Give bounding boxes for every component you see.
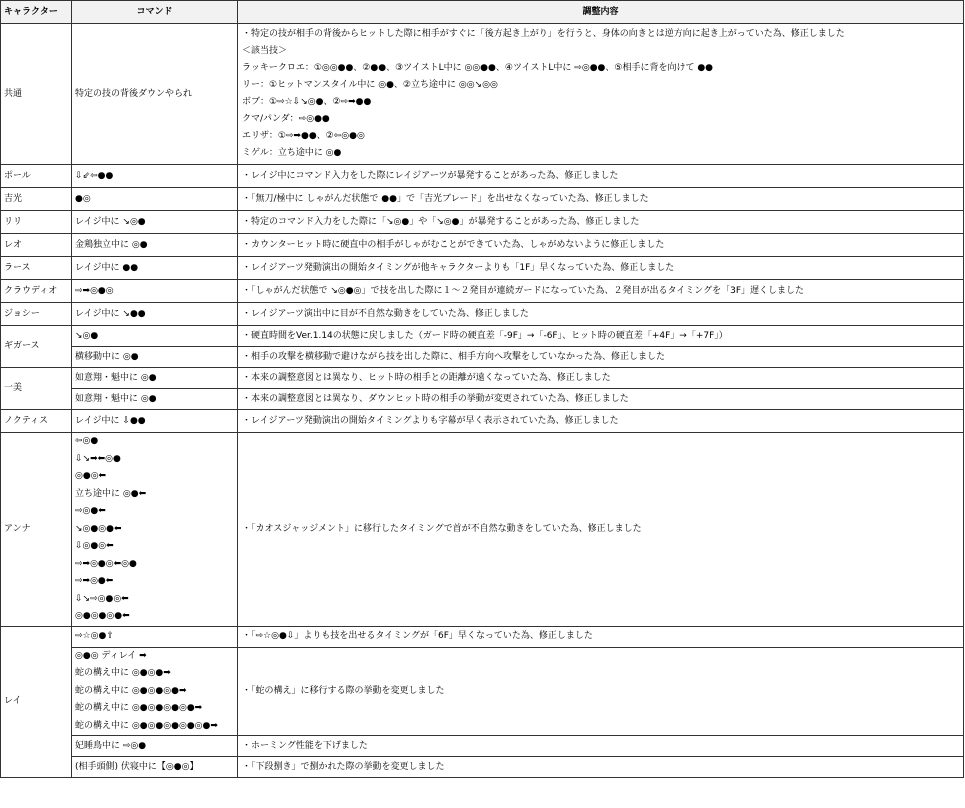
content-cell: ・カウンターヒット時に硬直中の相手がしゃがむことができていた為、しゃがめないように修正しました [238,234,964,257]
command-cell: ⇨➡◎●◎ [72,280,238,303]
command-cell: レイジ中に ↘●● [72,303,238,326]
character-cell: ギガース [1,326,72,368]
content-cell: ・特定のコマンド入力をした際に「↘◎●」や「↘◎●」が暴発することがあった為、修正しました [238,211,964,234]
table-row [1,410,964,433]
table-row [1,303,964,326]
command-line: 蛇の構え中に ◎●◎●➡ [75,668,171,678]
command-cell: ↘◎● [72,326,238,347]
table-row [1,24,964,165]
character-cell: レオ [1,234,72,257]
command-cell: 横移動中に ◎● [72,347,238,368]
table-row [1,389,964,410]
character-cell: ノクティス [1,410,72,433]
content-line: クマ/パンダ：⇨◎●● [242,114,330,124]
header-content: 調整内容 [238,1,964,24]
command-cell [72,647,238,736]
content-line: ボブ：①⇨☆⇩↘◎●、②⇨➡●● [242,97,372,107]
character-cell: ジョシー [1,303,72,326]
command-cell: 妃睡鳥中に ⇨◎● [72,736,238,757]
content-cell: ・「しゃがんだ状態で ↘◎●◎」で技を出した際に１～２発目が連続ガードになっていた為、２発目が出るタイミングを「3F」遅くしました [238,280,964,303]
command-line: ◎●◎⬅ [75,471,107,481]
command-cell: レイジ中に ●● [72,257,238,280]
content-cell: ・レイジアーツ演出中に目が不自然な動きをしていた為、修正しました [238,303,964,326]
command-cell: ●◎ [72,188,238,211]
table-row [1,211,964,234]
command-cell: ⇨☆◎●⇧ [72,626,238,647]
table-row [1,347,964,368]
header-command: コマンド [72,1,238,24]
character-cell: 共通 [1,24,72,165]
content-cell [238,24,964,165]
content-cell: ・レイジアーツ発動演出の開始タイミングよりも字幕が早く表示されていた為、修正しました [238,410,964,433]
header-character: キャラクター [1,1,72,24]
command-line: ◎●◎ ディレイ ➡ [75,650,147,661]
content-line: ＜該当技＞ [242,46,288,56]
content-cell: ・「カオスジャッジメント」に移行したタイミングで首が不自然な動きをしていた為、修正しました [238,433,964,627]
content-cell: ・硬直時間をVer.1.14の状態に戻しました（ガード時の硬直差「-9F」→「-6F」、ヒット時の硬直差「+4F」→「+7F」） [238,326,964,347]
table-row [1,433,964,627]
command-cell: レイジ中に ⇩●● [72,410,238,433]
character-cell: ラース [1,257,72,280]
content-cell: ・「蛇の構え」に移行する際の挙動を変更しました [238,647,964,736]
command-cell: (相手頭側) 伏寝中に【◎●◎】 [72,757,238,778]
table-row [1,257,964,280]
command-line: 蛇の構え中に ◎●◎●◎●➡ [75,685,187,696]
command-cell [72,433,238,627]
command-line: 蛇の構え中に ◎●◎●◎●◎●◎●➡ [75,720,218,731]
header-row [1,1,964,24]
table-row [1,188,964,211]
command-line: 蛇の構え中に ◎●◎●◎●◎●➡ [75,703,203,713]
command-line: ⇨➡◎●◎⬅◎● [75,558,137,569]
content-cell: ・「⇨☆◎●⇩」よりも技を出せるタイミングが「6F」早くなっていた為、修正しました [238,626,964,647]
content-line: ミゲル：立ち途中に ◎● [242,148,342,158]
table-row [1,736,964,757]
command-line: ⇩↘➡⬅◎● [75,453,121,464]
character-cell: アンナ [1,433,72,627]
table-row [1,165,964,188]
content-cell: ・「無刀/極中に しゃがんだ状態で ●●」で「吉光ブレード」を出せなくなっていた為、修正しました [238,188,964,211]
command-line: ◎●◎●◎●⬅ [75,611,130,621]
content-cell: ・「下段捌き」で捌かれた際の挙動を変更しました [238,757,964,778]
content-line: ラッキークロエ：①◎◎●●、②●●、③ツイストL中に ◎◎●●、④ツイストL中に ⇨◎●●、⑤相手に背を向けて ●● [242,63,714,73]
command-cell: ⇩⇙⇦●● [72,165,238,188]
command-line: ↘◎●◎●⬅ [75,523,122,534]
content-cell: ・レイジアーツ発動演出の開始タイミングが他キャラクターよりも「1F」早くなっていた為、修正しました [238,257,964,280]
command-line: ⇨◎●⬅ [75,506,106,516]
command-line: 立ち途中に ◎●⬅ [75,488,147,499]
command-cell: 如意翔・魁中に ◎● [72,389,238,410]
character-cell: レイ [1,626,72,778]
character-cell: 吉光 [1,188,72,211]
table-row [1,368,964,389]
command-line: ⇨➡◎●⬅ [75,576,114,586]
command-line: ⇩◎●◎⬅ [75,541,114,551]
table-row [1,626,964,647]
content-cell: ・相手の攻撃を横移動で避けながら技を出した際に、相手方向へ攻撃をしていなかった為、修正しました [238,347,964,368]
character-cell: 一美 [1,368,72,410]
content-cell: ・ホーミング性能を下げました [238,736,964,757]
content-line: ・特定の技が相手の背後からヒットした際に相手がすぐに「後方起き上がり」を行うと、身体の向きとは逆方向に起き上がっていた為、修正しました [242,29,845,39]
content-cell: ・レイジ中にコマンド入力をした際にレイジアーツが暴発することがあった為、修正しました [238,165,964,188]
table-row [1,234,964,257]
table-row [1,647,964,736]
character-cell: リリ [1,211,72,234]
command-cell: 金鶏独立中に ◎● [72,234,238,257]
command-line: ⇩↘⇨◎●◎⬅ [75,593,129,604]
command-cell: 特定の技の背後ダウンやられ [72,24,238,165]
table-row [1,280,964,303]
character-cell: ポール [1,165,72,188]
content-line: エリザ：①⇨➡●●、②⇦◎●◎ [242,131,365,141]
content-cell: ・本来の調整意図とは異なり、ヒット時の相手との距離が遠くなっていた為、修正しました [238,368,964,389]
content-cell: ・本来の調整意図とは異なり、ダウンヒット時の相手の挙動が変更されていた為、修正しました [238,389,964,410]
command-cell: レイジ中に ↘◎● [72,211,238,234]
command-line: ⇦◎● [75,436,99,446]
character-cell: クラウディオ [1,280,72,303]
command-cell: 如意翔・魁中に ◎● [72,368,238,389]
table-row [1,757,964,778]
content-line: リー：①ヒットマンスタイル中に ◎●、②立ち途中に ◎◎↘◎◎ [242,80,498,90]
table-row [1,326,964,347]
